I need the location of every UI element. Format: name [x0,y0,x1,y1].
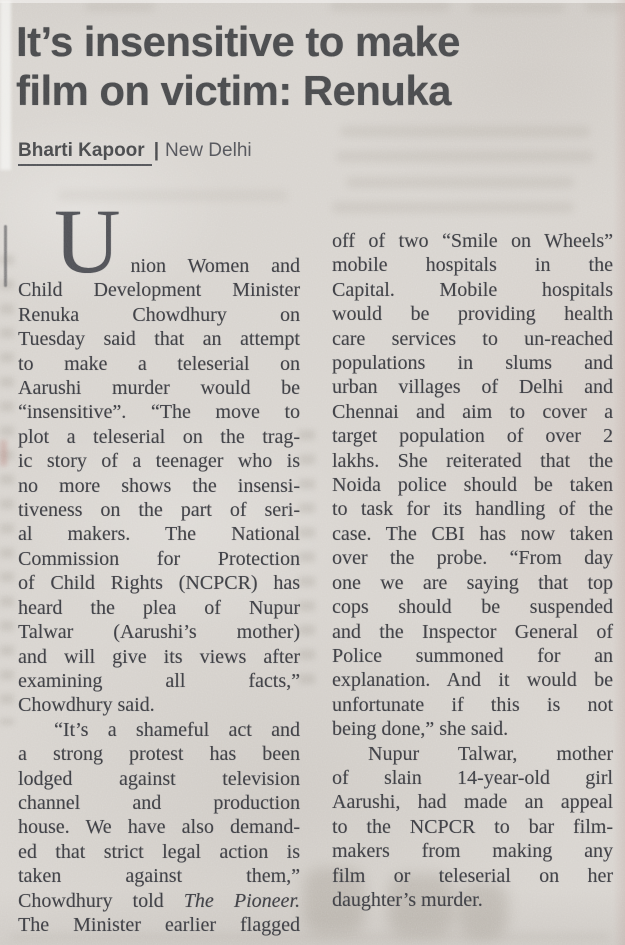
article-line [332,815,613,839]
article-text: over the probe. “From day [332,547,613,570]
article-line [332,790,613,814]
article-text: being done,” she said. [332,718,509,741]
article-text: Capital. Mobile hospitals [332,278,613,301]
article-line [332,351,613,375]
headline-line-1: It’s insensitive to make [16,18,460,65]
article-line [18,474,300,498]
article-line [332,864,613,888]
bleed-through-smudge [332,202,574,213]
article-column-right [332,229,613,937]
article-text: film or teleserial on her [332,864,613,887]
article-text: would be providing health [332,303,613,326]
bleed-through-smudge [85,2,155,11]
article-text: makers from making any [332,840,613,863]
article-text: of Child Rights (NCPCR) has [18,572,300,595]
byline-location: New Delhi [165,140,252,161]
article-line [332,717,613,741]
article-line [18,327,300,351]
article-line [18,913,300,937]
article-text: to make a teleserial on [18,352,300,375]
scan-edge-top [0,0,625,3]
bleed-through-column [0,255,14,725]
article-line [332,546,613,570]
article-line [332,278,613,302]
article-line [332,327,613,351]
article-line [18,791,300,815]
article-line [18,645,300,669]
article-text: plot a teleserial on the trag- [18,425,300,448]
article-text: Police summoned for an [332,644,613,667]
article-text: and the Inspector General of [332,620,613,643]
article-text: nion Women and [130,255,300,277]
article-line [18,889,300,913]
bleed-through-smudge [340,126,590,137]
article-text: “insensitive”. “The move to [18,401,300,424]
bleed-through-smudge [470,3,565,12]
article-text-italic: The Pioneer. [183,889,301,912]
headline-line-2: film on victim: Renuka [16,67,451,114]
drop-cap: U [54,190,121,292]
byline-separator: | [153,140,160,161]
scan-edge-right [613,0,625,945]
scan-edge-left [0,0,11,170]
article-text: Chowdhury told [18,889,184,912]
article-line [332,839,613,863]
article-text: “It’s a shameful act and [54,718,300,741]
article-line [332,742,613,766]
article-line [332,253,613,277]
article-body [18,190,613,937]
article-line [332,571,613,595]
article-line [18,425,300,449]
article-column-left [18,190,301,937]
article-text: of slain 14-year-old girl [332,766,613,789]
byline-author: Bharti Kapoor [18,140,152,166]
article-line [18,767,300,791]
article-line [332,620,613,644]
headline [16,17,460,115]
article-text: daughter’s murder. [332,888,483,911]
article-line [18,693,300,717]
article-text: lodged against television [18,767,300,790]
article-text: Nupur Talwar, mother [368,742,613,765]
scan-artifact-line [4,225,7,287]
article-text: no more shows the insensi- [18,474,300,497]
article-line [332,497,613,521]
article-text: Aarushi murder would be [18,377,300,400]
article-line [18,864,300,888]
article-line [332,229,613,253]
article-line [332,888,613,912]
article-line [18,303,300,327]
article-text: channel and production [18,791,300,814]
article-line [18,840,300,864]
article-text: a strong protest has been [18,743,300,766]
article-text: and will give its views after [18,645,300,668]
article-line [332,522,613,546]
article-text: Tuesday said that an attempt [18,328,300,351]
article-line [332,766,613,790]
article-text: case. The CBI has now taken [332,522,613,545]
byline [18,140,252,162]
article-line [18,352,300,376]
article-text: Child Development Minister [18,279,300,302]
article-line [18,278,300,302]
article-text: al makers. The National [18,523,300,546]
article-line [18,449,300,473]
article-line [18,547,300,571]
article-line [18,718,300,742]
article-line [18,400,300,424]
bleed-through-smudge [336,151,594,162]
article-text: tiveness on the part of seri- [18,499,300,522]
article-text: heard the plea of Nupur [18,596,300,619]
article-line [332,644,613,668]
article-text: one we are saying that top [332,571,613,594]
article-text: The Minister earlier flagged [18,913,300,936]
scan-artifact-spot [0,440,7,466]
article-line [18,522,300,546]
article-text: cops should be suspended [332,596,613,619]
article-line [332,449,613,473]
article-line [332,424,613,448]
article-text: ed that strict legal action is [18,840,300,863]
article-line [18,376,300,400]
article-text: ic story of a teenager who is [18,450,300,473]
article-text: Aarushi, had made an appeal [332,791,613,814]
article-line [18,571,300,595]
article-text: examining all facts,” [18,669,300,692]
article-text: to the NCPCR to bar film- [332,815,613,838]
article-text: populations in slums and [332,352,613,375]
article-text: Noida police should be taken [332,474,613,497]
article-text: Talwar (Aarushi’s mother) [18,621,300,644]
article-text: Chennai and aim to cover a [332,400,613,423]
article-text: to task for its handling of the [332,498,613,521]
article-text: house. We have also demand- [18,816,300,839]
article-text: care services to un-reached [332,327,613,350]
article-line [18,620,300,644]
article-text: taken against them,” [18,865,300,888]
article-line [332,693,613,717]
article-line [18,498,300,522]
article-text: lakhs. She reiterated that the [332,449,613,472]
article-text: mobile hospitals in the [332,254,613,277]
article-line [332,375,613,399]
article-text: Commission for Protection [18,547,300,570]
article-text: off of two “Smile on Wheels” [332,230,613,252]
article-line [332,400,613,424]
article-line [18,742,300,766]
article-line [18,669,300,693]
article-text: urban villages of Delhi and [332,376,613,399]
article-line [332,668,613,692]
article-line [332,473,613,497]
article-line [18,596,300,620]
article-text: Chowdhury said. [18,694,155,717]
article-text: unfortunate if this is not [332,693,613,716]
article-text: target population of over 2 [332,425,613,448]
article-text: explanation. And it would be [332,669,613,692]
article-line [332,595,613,619]
article-line [332,302,613,326]
bleed-through-smudge [346,177,574,188]
article-line [18,815,300,839]
article-text: Renuka Chowdhury on [18,303,300,326]
